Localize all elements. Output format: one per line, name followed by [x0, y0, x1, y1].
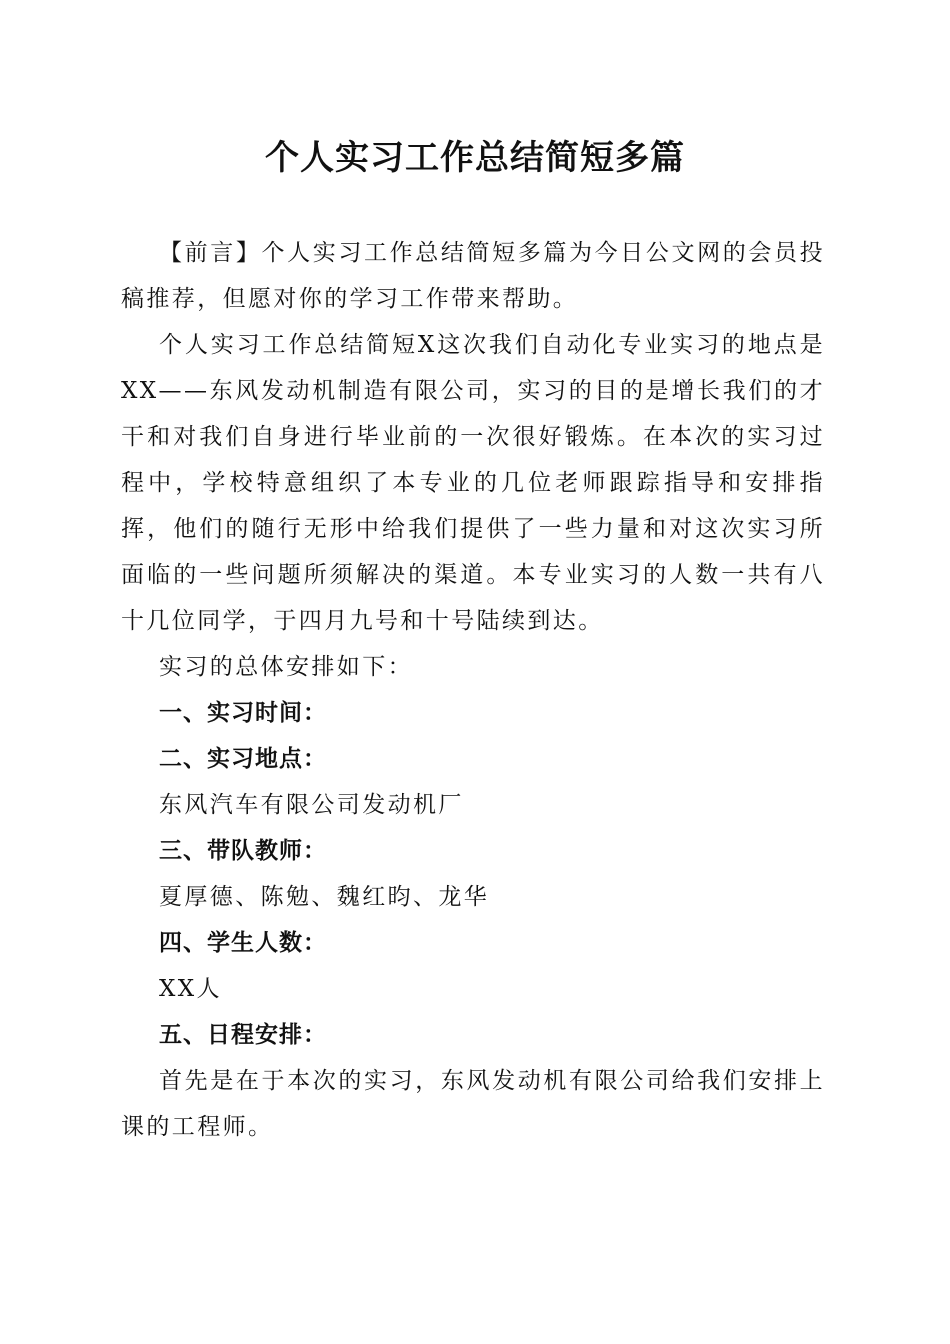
- section-heading-schedule: 五、日程安排：: [159, 1022, 327, 1048]
- document-body: [121, 230, 825, 1150]
- intro-paragraph: 个人实习工作总结简短X这次我们自动化专业实习的地点是XX——东风发动机制造有限公司，实习的目的是增长我们的才干和对我们自身进行毕业前的一次很好锻炼。在本次的实习过程中，学校特意组织了本专业的几位老师跟踪指导和安排指挥，他们的随行无形中给我们提供了一些力量和对这次实习所面临的一些问题所须解决的渠道。本专业实习的人数一共有八十几位同学，于四月九号和十号陆续到达。: [121, 332, 825, 634]
- section-heading-time: 一、实习时间：: [159, 700, 327, 726]
- schedule-paragraph: 首先是在于本次的实习，东风发动机有限公司给我们安排上课的工程师。: [121, 1068, 825, 1140]
- teachers-value: 夏厚德、陈勉、魏红昀、龙华: [159, 884, 490, 910]
- section-heading-location: 二、实习地点：: [159, 746, 327, 772]
- preface-paragraph: 【前言】个人实习工作总结简短多篇为今日公文网的会员投稿推荐，但愿对你的学习工作带来帮助。: [121, 240, 825, 312]
- location-value: 东风汽车有限公司发动机厂: [159, 792, 464, 818]
- document-title: 个人实习工作总结简短多篇: [265, 138, 685, 178]
- section-heading-students: 四、学生人数：: [159, 930, 327, 956]
- arrangement-intro: 实习的总体安排如下：: [159, 654, 413, 680]
- section-heading-teachers: 三、带队教师：: [159, 838, 327, 864]
- students-value: XX人: [159, 976, 222, 1002]
